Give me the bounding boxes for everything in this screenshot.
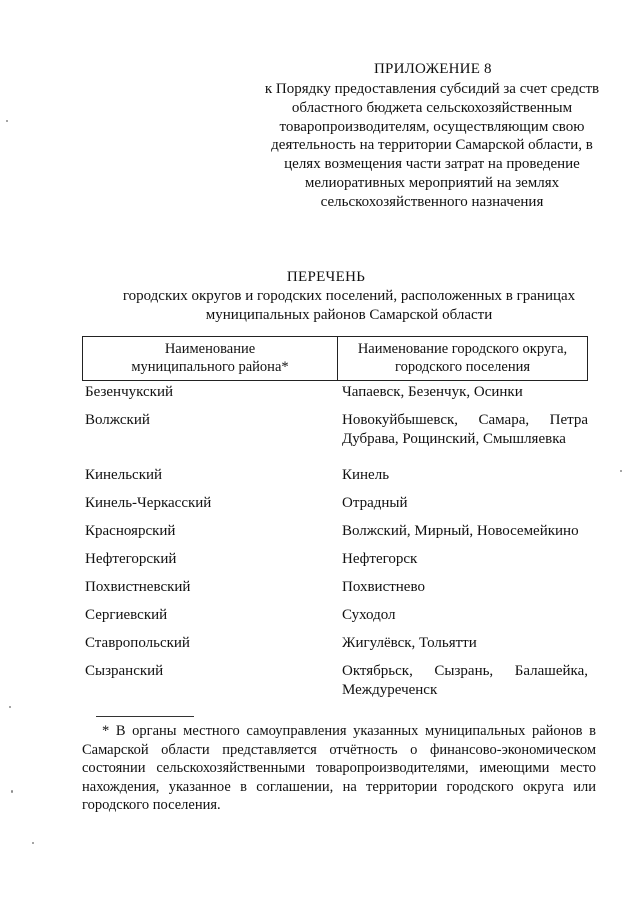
table-row xyxy=(82,634,588,653)
column-header-district xyxy=(83,337,338,380)
district-cell: Сызранский xyxy=(85,663,164,679)
table-row xyxy=(82,522,588,541)
table-row xyxy=(82,494,588,513)
appendix-description xyxy=(252,80,612,212)
table-row xyxy=(82,411,588,449)
table-body xyxy=(82,381,588,700)
district-cell: Похвистневский xyxy=(85,579,191,595)
table-row xyxy=(82,550,588,569)
column-header-line: Наименование xyxy=(164,341,256,357)
list-subtitle xyxy=(80,287,618,324)
table-row xyxy=(82,578,588,597)
settlements-cell: Кинель xyxy=(342,467,390,483)
district-cell: Сергиевский xyxy=(85,607,168,623)
appendix-line: деятельность на территории Самарской области, в xyxy=(271,137,593,154)
appendix-line: областного бюджета сельскохозяйственным xyxy=(291,99,573,116)
table-row xyxy=(82,381,588,402)
table-header xyxy=(82,336,588,381)
table-row xyxy=(82,606,588,625)
footnote: * В органы местного самоуправления указанных муниципальных районов в Самарской области представляется отчётность о финансово-экономическом состоянии сельскохозяйственными товаропроизводителями, имеющими место нахождения, указанное в соглашении, на территории городского округа или городского поселения. xyxy=(82,723,596,814)
settlements-cell: Волжский, Мирный, Новосемейкино xyxy=(342,523,579,539)
settlements-cell: Суходол xyxy=(342,607,396,623)
district-cell: Кинель-Черкасский xyxy=(85,495,212,511)
district-cell: Волжский xyxy=(85,412,150,428)
settlements-cell: Чапаевск, Безенчук, Осинки xyxy=(342,384,523,400)
appendix-line: товаропроизводителям, осуществляющим свою xyxy=(279,118,585,135)
settlements-cell: Нефтегорск xyxy=(342,551,418,567)
appendix-line: к Порядку предоставления субсидий за счет средств xyxy=(264,81,600,97)
scan-speck xyxy=(32,842,34,844)
settlements-cell: Новокуйбышевск, Самара, Петра Дубрава, Рощинский, Смышляевка xyxy=(342,412,588,447)
appendix-title: ПРИЛОЖЕНИЕ 8 xyxy=(374,61,492,77)
settlements-cell: Октябрьск, Сызрань, Балашейка, Междуреченск xyxy=(342,663,588,698)
appendix-line: целях возмещения части затрат на проведение xyxy=(284,156,580,173)
list-title: ПЕРЕЧЕНЬ xyxy=(286,269,366,285)
footnote-divider xyxy=(96,716,194,717)
district-cell: Ставропольский xyxy=(85,635,190,651)
list-subtitle-line: муниципальных районов Самарской области xyxy=(205,306,493,323)
list-subtitle-line: городских округов и городских поселений, расположенных в границах xyxy=(122,288,576,304)
settlements-cell: Похвистнево xyxy=(342,579,425,595)
district-cell: Красноярский xyxy=(85,523,176,539)
appendix-line: сельскохозяйственного назначения xyxy=(320,193,544,210)
column-header-line: Наименование городского округа, xyxy=(357,341,568,357)
column-header-settlements xyxy=(338,337,587,380)
table-row xyxy=(82,662,588,700)
settlements-cell: Отрадный xyxy=(342,495,408,511)
scan-speck xyxy=(9,706,11,708)
scan-speck xyxy=(11,790,13,793)
settlements-cell: Жигулёвск, Тольятти xyxy=(342,635,477,651)
table-row xyxy=(82,466,588,485)
column-header-line: городского поселения xyxy=(394,359,531,375)
district-cell: Безенчукский xyxy=(85,384,174,400)
scan-speck xyxy=(620,470,622,472)
district-cell: Кинельский xyxy=(85,467,163,483)
scan-speck xyxy=(6,120,8,122)
appendix-line: мелиоративных мероприятий на землях xyxy=(304,174,560,191)
district-cell: Нефтегорский xyxy=(85,551,177,567)
column-header-line: муниципального района* xyxy=(131,359,289,375)
